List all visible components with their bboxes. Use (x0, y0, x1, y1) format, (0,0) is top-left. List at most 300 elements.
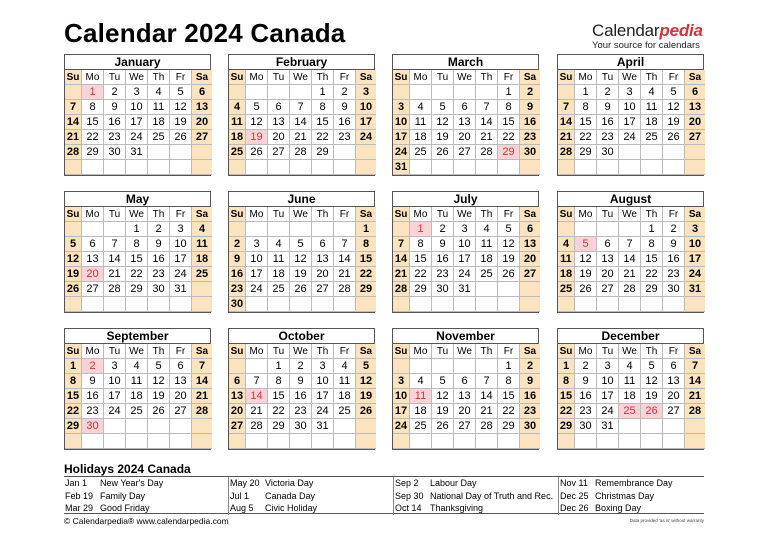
day-cell: 7 (393, 237, 410, 252)
day-cell: 3 (619, 85, 641, 100)
day-cell: 11 (192, 237, 212, 252)
day-cell: 6 (520, 222, 540, 237)
holiday-day-cell: 20 (82, 267, 104, 282)
day-cell: 30 (663, 282, 685, 297)
day-cell: 13 (454, 115, 476, 130)
weekday-header: Fr (170, 70, 192, 85)
day-cell: 25 (148, 130, 170, 145)
weekday-header: Mo (246, 207, 268, 222)
day-cell: 19 (575, 267, 597, 282)
day-cell: 27 (312, 282, 334, 297)
empty-day-cell (685, 145, 705, 160)
day-cell: 17 (104, 389, 126, 404)
day-cell: 19 (641, 389, 663, 404)
empty-day-cell (290, 434, 312, 449)
day-cell: 20 (663, 389, 685, 404)
day-cell: 12 (575, 252, 597, 267)
month-name: May (65, 192, 210, 207)
empty-day-cell (558, 297, 575, 312)
day-cell: 13 (312, 252, 334, 267)
day-cell: 13 (597, 252, 619, 267)
day-cell: 28 (290, 145, 312, 160)
day-cell: 26 (246, 145, 268, 160)
weekday-header: Su (65, 207, 82, 222)
holiday-day-cell: 30 (82, 419, 104, 434)
day-cell: 18 (148, 115, 170, 130)
empty-day-cell (476, 359, 498, 374)
day-cell: 3 (597, 359, 619, 374)
weekday-header: Tu (268, 70, 290, 85)
month-name: March (393, 55, 538, 70)
day-cell: 23 (82, 404, 104, 419)
day-cell: 26 (498, 267, 520, 282)
day-cell: 16 (575, 389, 597, 404)
day-cell: 9 (597, 100, 619, 115)
empty-day-cell (82, 222, 104, 237)
day-cell: 5 (432, 374, 454, 389)
day-cell: 28 (65, 145, 82, 160)
holiday-column (559, 477, 704, 515)
empty-day-cell (126, 419, 148, 434)
day-cell: 14 (619, 252, 641, 267)
day-cell: 15 (498, 389, 520, 404)
day-cell: 15 (558, 389, 575, 404)
empty-day-cell (393, 434, 410, 449)
empty-day-cell (520, 282, 540, 297)
empty-day-cell (641, 145, 663, 160)
empty-day-cell (558, 434, 575, 449)
day-cell: 8 (498, 374, 520, 389)
weekday-header: Fr (170, 344, 192, 359)
day-cell: 20 (170, 389, 192, 404)
day-cell: 18 (476, 252, 498, 267)
empty-day-cell (356, 145, 376, 160)
day-cell: 17 (246, 267, 268, 282)
weekday-header: Fr (334, 70, 356, 85)
weekday-header: Su (558, 344, 575, 359)
day-cell: 31 (597, 419, 619, 434)
empty-day-cell (597, 297, 619, 312)
day-cell: 22 (82, 130, 104, 145)
day-cell: 23 (290, 404, 312, 419)
day-cell: 10 (246, 252, 268, 267)
day-cell: 16 (520, 115, 540, 130)
weekday-header: Fr (170, 207, 192, 222)
day-cell: 11 (410, 115, 432, 130)
day-cell: 15 (65, 389, 82, 404)
empty-day-cell (685, 297, 705, 312)
empty-day-cell (246, 434, 268, 449)
weekday-header: Th (641, 344, 663, 359)
day-cell: 2 (334, 85, 356, 100)
day-cell: 24 (126, 130, 148, 145)
day-cell: 3 (685, 222, 705, 237)
copyright-text: © Calendarpedia® www.calendarpedia.com (64, 516, 229, 526)
month-june (228, 191, 375, 313)
empty-day-cell (685, 434, 705, 449)
day-cell: 21 (558, 130, 575, 145)
day-cell: 1 (65, 359, 82, 374)
day-cell: 25 (410, 145, 432, 160)
day-cell: 23 (229, 282, 246, 297)
empty-day-cell (65, 297, 82, 312)
month-october (228, 328, 375, 450)
holiday-row (394, 477, 558, 490)
day-cell: 12 (148, 374, 170, 389)
empty-day-cell (619, 419, 641, 434)
day-cell: 16 (597, 115, 619, 130)
empty-day-cell (268, 297, 290, 312)
day-cell: 27 (454, 419, 476, 434)
day-cell: 11 (229, 115, 246, 130)
weekday-header: We (619, 70, 641, 85)
weekday-header: We (454, 344, 476, 359)
day-cell: 30 (229, 297, 246, 312)
empty-day-cell (641, 160, 663, 175)
day-cell: 5 (432, 100, 454, 115)
day-cell: 29 (65, 419, 82, 434)
day-cell: 25 (268, 282, 290, 297)
day-cell: 2 (104, 85, 126, 100)
brand-wordmark: Calendarpedia (592, 21, 703, 40)
day-cell: 17 (454, 252, 476, 267)
holiday-name: Boxing Day (595, 503, 642, 513)
holiday-row (394, 490, 558, 503)
day-cell: 19 (663, 115, 685, 130)
weekday-header: Mo (246, 344, 268, 359)
empty-day-cell (312, 222, 334, 237)
day-cell: 20 (192, 115, 212, 130)
month-february (228, 54, 375, 176)
day-cell: 14 (685, 374, 705, 389)
day-cell: 3 (393, 374, 410, 389)
empty-day-cell (268, 85, 290, 100)
empty-day-cell (454, 160, 476, 175)
day-cell: 23 (148, 267, 170, 282)
day-cell: 31 (312, 419, 334, 434)
day-cell: 17 (685, 252, 705, 267)
empty-day-cell (558, 160, 575, 175)
day-cell: 23 (520, 404, 540, 419)
weekday-header: We (619, 207, 641, 222)
day-cell: 22 (126, 267, 148, 282)
weekday-header: Su (558, 70, 575, 85)
day-cell: 26 (663, 130, 685, 145)
weekday-header: Mo (410, 207, 432, 222)
day-cell: 28 (619, 282, 641, 297)
day-cell: 18 (334, 389, 356, 404)
empty-day-cell (290, 85, 312, 100)
empty-day-cell (476, 434, 498, 449)
weekday-header: Sa (520, 70, 540, 85)
day-cell: 27 (192, 130, 212, 145)
day-cell: 7 (476, 374, 498, 389)
holiday-name: Canada Day (265, 490, 316, 501)
holiday-day-cell: 11 (410, 389, 432, 404)
weekday-header: Tu (432, 70, 454, 85)
day-cell: 2 (520, 359, 540, 374)
weekday-header: Su (229, 70, 246, 85)
day-cell: 6 (82, 237, 104, 252)
day-cell: 24 (597, 404, 619, 419)
empty-day-cell (476, 282, 498, 297)
day-cell: 25 (410, 419, 432, 434)
holiday-row (229, 502, 393, 515)
day-cell: 8 (356, 237, 376, 252)
weekday-header: Sa (192, 70, 212, 85)
holiday-name: Good Friday (100, 503, 150, 513)
empty-day-cell (454, 297, 476, 312)
holiday-day-cell: 1 (82, 85, 104, 100)
weekday-header: Tu (597, 344, 619, 359)
holiday-date: Nov 11 (560, 478, 588, 488)
day-cell: 18 (410, 404, 432, 419)
empty-day-cell (575, 434, 597, 449)
day-cell: 25 (641, 130, 663, 145)
day-cell: 10 (619, 100, 641, 115)
empty-day-cell (432, 85, 454, 100)
day-cell: 23 (597, 130, 619, 145)
day-cell: 24 (104, 404, 126, 419)
empty-day-cell (334, 297, 356, 312)
day-cell: 9 (334, 100, 356, 115)
empty-day-cell (575, 297, 597, 312)
day-cell: 12 (65, 252, 82, 267)
month-may (64, 191, 211, 313)
weekday-header: Mo (82, 207, 104, 222)
day-cell: 31 (454, 282, 476, 297)
day-cell: 22 (558, 404, 575, 419)
empty-day-cell (246, 85, 268, 100)
day-cell: 25 (476, 267, 498, 282)
empty-day-cell (663, 297, 685, 312)
day-cell: 2 (597, 85, 619, 100)
weekday-header: Mo (575, 207, 597, 222)
day-cell: 27 (170, 404, 192, 419)
holiday-day-cell: 1 (410, 222, 432, 237)
day-cell: 12 (432, 389, 454, 404)
month-november (392, 328, 539, 450)
month-april (557, 54, 704, 176)
day-cell: 14 (334, 252, 356, 267)
day-cell: 18 (229, 130, 246, 145)
weekday-header: Th (641, 70, 663, 85)
weekday-header: Fr (498, 207, 520, 222)
weekday-header: Tu (268, 207, 290, 222)
weekday-header: Fr (334, 344, 356, 359)
empty-day-cell (148, 160, 170, 175)
weekday-header: Tu (268, 344, 290, 359)
weekday-header: Fr (334, 207, 356, 222)
empty-day-cell (104, 222, 126, 237)
day-cell: 2 (148, 222, 170, 237)
day-cell: 20 (454, 130, 476, 145)
weekday-header: We (454, 70, 476, 85)
empty-day-cell (432, 160, 454, 175)
day-cell: 30 (597, 145, 619, 160)
empty-day-cell (432, 297, 454, 312)
empty-day-cell (192, 282, 212, 297)
weekday-header: We (290, 207, 312, 222)
holiday-column (64, 477, 229, 515)
month-august (557, 191, 704, 313)
day-cell: 6 (192, 85, 212, 100)
day-cell: 12 (356, 374, 376, 389)
day-cell: 22 (410, 267, 432, 282)
weekday-header: We (126, 207, 148, 222)
empty-day-cell (619, 434, 641, 449)
brand-tagline: Your source for calendars (592, 40, 700, 51)
day-cell: 31 (170, 282, 192, 297)
empty-day-cell (334, 145, 356, 160)
empty-day-cell (126, 160, 148, 175)
day-cell: 8 (312, 100, 334, 115)
holiday-day-cell: 25 (619, 404, 641, 419)
day-cell: 21 (65, 130, 82, 145)
day-cell: 13 (229, 389, 246, 404)
day-cell: 6 (268, 100, 290, 115)
day-cell: 13 (663, 374, 685, 389)
empty-day-cell (312, 160, 334, 175)
empty-day-cell (170, 297, 192, 312)
day-cell: 15 (498, 115, 520, 130)
weekday-header: Tu (432, 344, 454, 359)
month-name: January (65, 55, 210, 70)
day-cell: 11 (268, 252, 290, 267)
day-cell: 18 (641, 115, 663, 130)
day-cell: 18 (558, 267, 575, 282)
brand-logo[interactable] (592, 21, 704, 51)
weekday-header: Th (148, 207, 170, 222)
day-cell: 10 (393, 389, 410, 404)
day-cell: 4 (148, 85, 170, 100)
day-cell: 8 (65, 374, 82, 389)
holiday-row (559, 490, 704, 503)
day-cell: 23 (663, 267, 685, 282)
holiday-date: Jul 1 (230, 490, 250, 501)
day-cell: 7 (619, 237, 641, 252)
day-cell: 25 (334, 404, 356, 419)
weekday-header: We (290, 70, 312, 85)
empty-day-cell (356, 419, 376, 434)
day-cell: 21 (246, 404, 268, 419)
day-cell: 12 (246, 115, 268, 130)
empty-day-cell (597, 160, 619, 175)
empty-day-cell (246, 160, 268, 175)
day-cell: 10 (312, 374, 334, 389)
day-cell: 23 (334, 130, 356, 145)
weekday-header: We (619, 344, 641, 359)
day-cell: 14 (192, 374, 212, 389)
weekday-header: Sa (685, 70, 705, 85)
empty-day-cell (192, 419, 212, 434)
empty-day-cell (170, 160, 192, 175)
day-cell: 5 (663, 85, 685, 100)
day-cell: 16 (82, 389, 104, 404)
weekday-header: Th (641, 207, 663, 222)
holidays-title: Holidays 2024 Canada (64, 462, 191, 476)
empty-day-cell (148, 434, 170, 449)
day-cell: 23 (520, 130, 540, 145)
weekday-header: We (126, 70, 148, 85)
day-cell: 29 (410, 282, 432, 297)
day-cell: 19 (356, 389, 376, 404)
weekday-header: Su (393, 70, 410, 85)
day-cell: 4 (410, 374, 432, 389)
empty-day-cell (229, 222, 246, 237)
day-cell: 8 (641, 237, 663, 252)
day-cell: 26 (575, 282, 597, 297)
empty-day-cell (170, 419, 192, 434)
day-cell: 9 (520, 374, 540, 389)
day-cell: 21 (476, 404, 498, 419)
day-cell: 26 (432, 419, 454, 434)
day-cell: 14 (65, 115, 82, 130)
empty-day-cell (312, 297, 334, 312)
day-cell: 10 (393, 115, 410, 130)
holiday-row (394, 502, 558, 515)
day-cell: 13 (454, 389, 476, 404)
day-cell: 15 (641, 252, 663, 267)
day-cell: 21 (685, 389, 705, 404)
empty-day-cell (641, 297, 663, 312)
day-cell: 3 (126, 85, 148, 100)
holiday-column (229, 477, 394, 515)
weekday-header: Th (476, 344, 498, 359)
holiday-name: Victoria Day (265, 478, 314, 488)
day-cell: 4 (641, 85, 663, 100)
day-cell: 10 (104, 374, 126, 389)
day-cell: 27 (597, 282, 619, 297)
day-cell: 17 (312, 389, 334, 404)
empty-day-cell (192, 160, 212, 175)
empty-day-cell (476, 297, 498, 312)
empty-day-cell (597, 434, 619, 449)
day-cell: 10 (454, 237, 476, 252)
day-cell: 6 (685, 85, 705, 100)
day-cell: 27 (268, 145, 290, 160)
empty-day-cell (192, 434, 212, 449)
empty-day-cell (229, 359, 246, 374)
empty-day-cell (268, 222, 290, 237)
day-cell: 2 (575, 359, 597, 374)
day-cell: 10 (356, 100, 376, 115)
weekday-header: We (290, 344, 312, 359)
day-cell: 3 (104, 359, 126, 374)
day-cell: 1 (575, 85, 597, 100)
empty-day-cell (410, 297, 432, 312)
weekday-header: Su (65, 344, 82, 359)
empty-day-cell (619, 222, 641, 237)
day-cell: 4 (192, 222, 212, 237)
day-cell: 21 (476, 130, 498, 145)
day-cell: 14 (290, 115, 312, 130)
day-cell: 9 (290, 374, 312, 389)
day-cell: 28 (192, 404, 212, 419)
holiday-date: Aug 5 (230, 503, 254, 513)
day-cell: 24 (619, 130, 641, 145)
empty-day-cell (663, 434, 685, 449)
day-cell: 29 (268, 419, 290, 434)
holiday-day-cell: 19 (246, 130, 268, 145)
weekday-header: Th (312, 70, 334, 85)
weekday-header: Th (148, 344, 170, 359)
day-cell: 16 (148, 252, 170, 267)
day-cell: 2 (290, 359, 312, 374)
month-march (392, 54, 539, 176)
weekday-header: Su (229, 344, 246, 359)
weekday-header: Sa (356, 207, 376, 222)
